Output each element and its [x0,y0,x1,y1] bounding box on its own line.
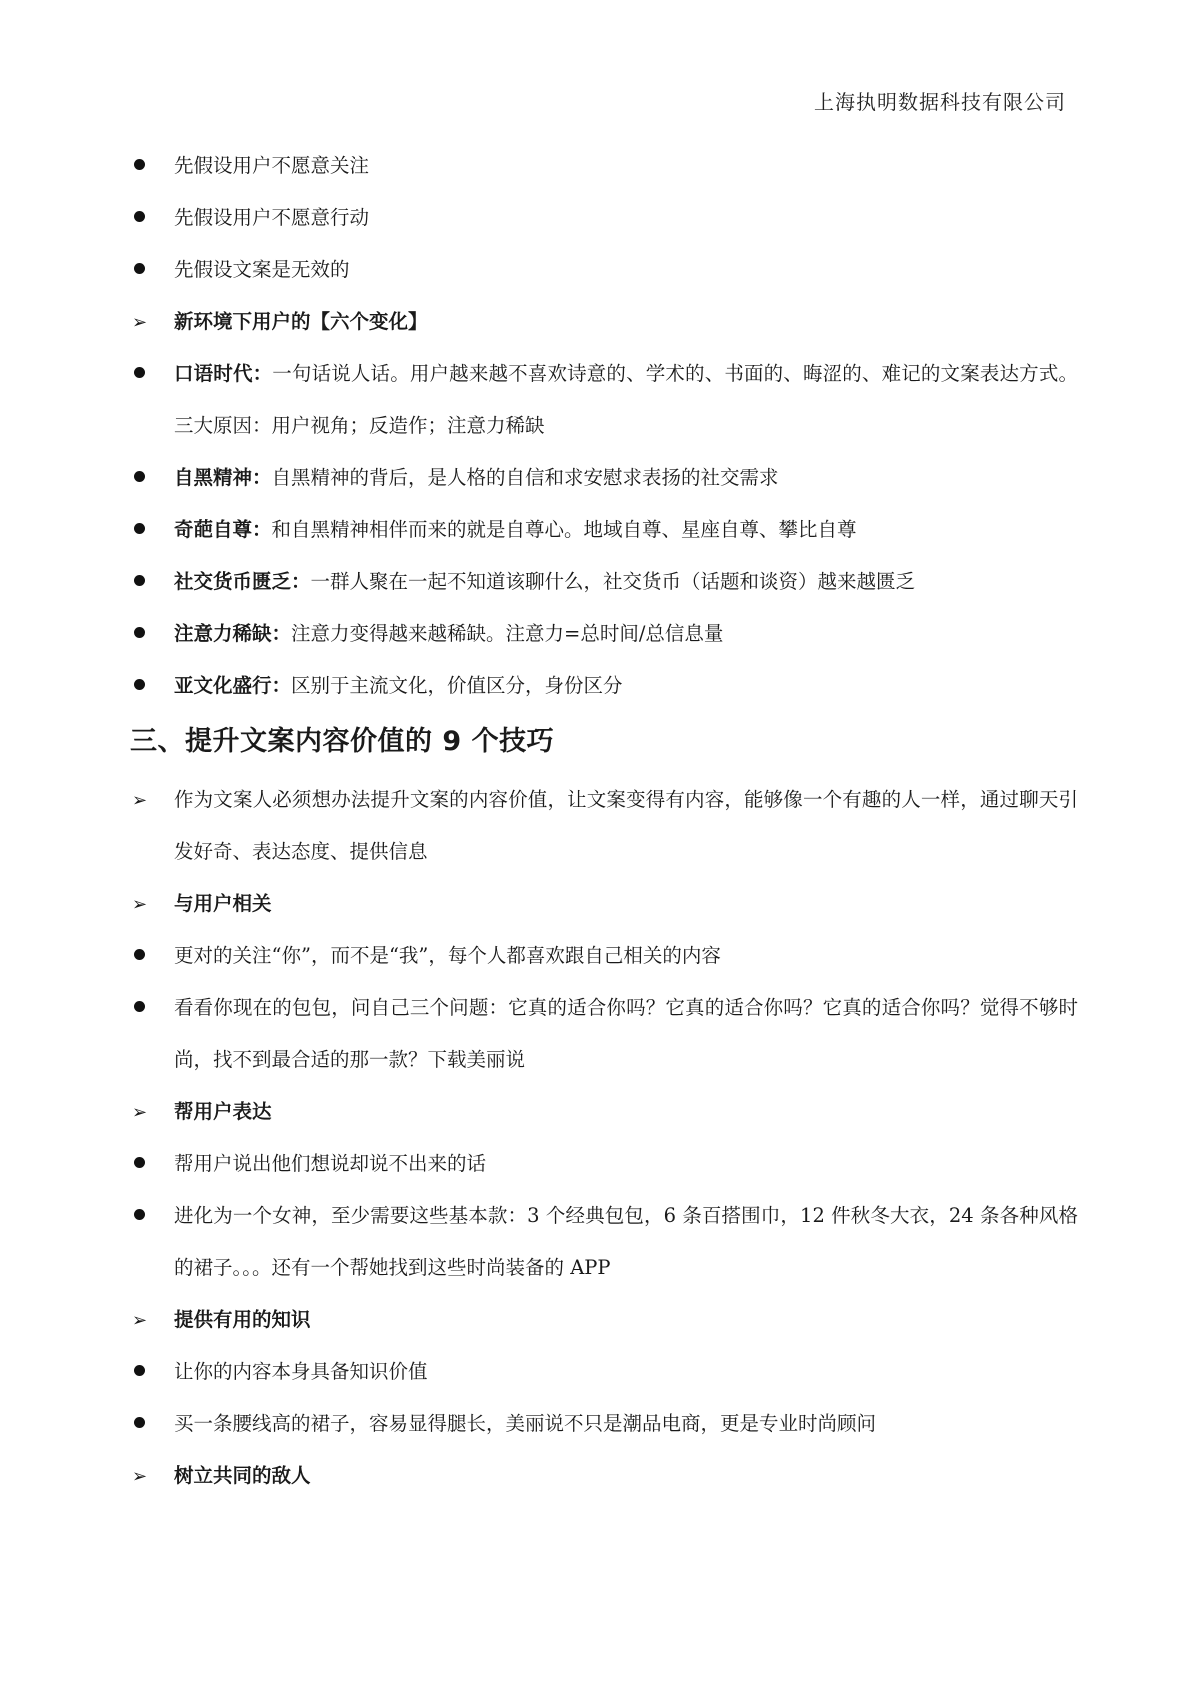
bullet-term: 注意力稀缺： [174,622,292,645]
subheading-item [130,296,1078,348]
bullet-term: 口语时代： [174,362,273,385]
bullet-text: 先假设用户不愿意行动 [174,206,370,229]
document-body [130,140,1078,1502]
bullet-text: 让你的内容本身具备知识价值 [174,1360,428,1383]
bullet-dot-icon [134,263,145,274]
bullet-dot-icon [134,575,145,586]
bullet-text: 先假设文案是无效的 [174,258,350,281]
bullet-text: 买一条腰线高的裙子，容易显得腿长，美丽说不只是潮品电商，更是专业时尚顾问 [174,1412,877,1435]
bullet-item [130,348,1078,452]
bullet-item [130,1398,1078,1450]
header-company-name: 上海执明数据科技有限公司 [814,90,1066,114]
bullet-text: 和自黑精神相伴而来的就是自尊心。地域自尊、星座自尊、攀比自尊 [271,518,857,541]
bullet-item [130,608,1078,660]
bullet-term: 奇葩自尊： [174,518,272,541]
bullet-item [130,556,1078,608]
bullet-text: 更对的关注“你”，而不是“我”，每个人都喜欢跟自己相关的内容 [174,944,721,967]
bullet-item [130,1138,1078,1190]
bullet-text: 帮用户说出他们想说却说不出来的话 [174,1152,487,1175]
bullet-text: 进化为一个女神，至少需要这些基本款：3 个经典包包，6 条百搭围巾，12 件秋冬大衣，24 条各种风格的裙子。。。还有一个帮她找到这些时尚装备的 APP [174,1204,1078,1279]
bullet-dot-icon [134,1001,145,1012]
bullet-text: 区别于主流文化，价值区分，身份区分 [291,674,623,697]
subheading-text: 帮用户表达 [174,1100,272,1123]
arrowhead-icon: ➢ [132,790,148,811]
subheading-text: 与用户相关 [174,892,272,915]
bullet-item [130,140,1078,192]
bullet-item [130,930,1078,982]
bullet-dot-icon [134,949,145,960]
subheading-text: 提供有用的知识 [174,1308,311,1331]
bullet-dot-icon [134,679,145,690]
arrowhead-icon: ➢ [132,1466,148,1487]
subheading-text: 树立共同的敌人 [174,1464,311,1487]
bullet-term: 社交货币匮乏： [174,570,311,593]
bullet-item [130,452,1078,504]
bullet-dot-icon [134,523,145,534]
subheading-text: 新环境下用户的【六个变化】 [174,310,428,333]
bullet-item [130,982,1078,1086]
bullet-term: 亚文化盛行： [174,674,292,697]
bullet-item [130,504,1078,556]
bullet-item [130,660,1078,712]
arrow-item [130,774,1078,878]
section-heading: 三、提升文案内容价值的 9 个技巧 [130,726,555,757]
arrow-text: 作为文案人必须想办法提升文案的内容价值，让文案变得有内容，能够像一个有趣的人一样，通过聊天引发好奇、表达态度、提供信息 [174,788,1078,863]
bullet-text: 先假设用户不愿意关注 [174,154,370,177]
arrowhead-icon: ➢ [132,894,148,915]
bullet-item [130,192,1078,244]
bullet-dot-icon [134,627,145,638]
bullet-text: 一群人聚在一起不知道该聊什么，社交货币（话题和谈资）越来越匮乏 [310,570,916,593]
arrowhead-icon: ➢ [132,312,148,333]
bullet-dot-icon [134,1417,145,1428]
subheading-item [130,1450,1078,1502]
bullet-item [130,244,1078,296]
bullet-dot-icon [134,1365,145,1376]
bullet-dot-icon [134,1209,145,1220]
bullet-item [130,1190,1078,1294]
bullet-dot-icon [134,159,145,170]
subheading-item [130,1294,1078,1346]
arrowhead-icon: ➢ [132,1310,148,1331]
bullet-text: 注意力变得越来越稀缺。注意力=总时间/总信息量 [291,622,724,645]
subheading-item [130,878,1078,930]
subheading-item [130,1086,1078,1138]
bullet-term: 自黑精神： [174,466,272,489]
bullet-text: 自黑精神的背后，是人格的自信和求安慰求表扬的社交需求 [271,466,779,489]
bullet-text: 一句话说人话。用户越来越不喜欢诗意的、学术的、书面的、晦涩的、难记的文案表达方式。三大原因：用户视角；反造作；注意力稀缺 [174,362,1078,437]
bullet-dot-icon [134,471,145,482]
bullet-dot-icon [134,1157,145,1168]
bullet-text: 看看你现在的包包，问自己三个问题：它真的适合你吗？它真的适合你吗？它真的适合你吗？觉得不够时尚，找不到最合适的那一款？下载美丽说 [174,996,1078,1071]
bullet-dot-icon [134,211,145,222]
bullet-dot-icon [134,367,145,378]
arrowhead-icon: ➢ [132,1102,148,1123]
bullet-item [130,1346,1078,1398]
